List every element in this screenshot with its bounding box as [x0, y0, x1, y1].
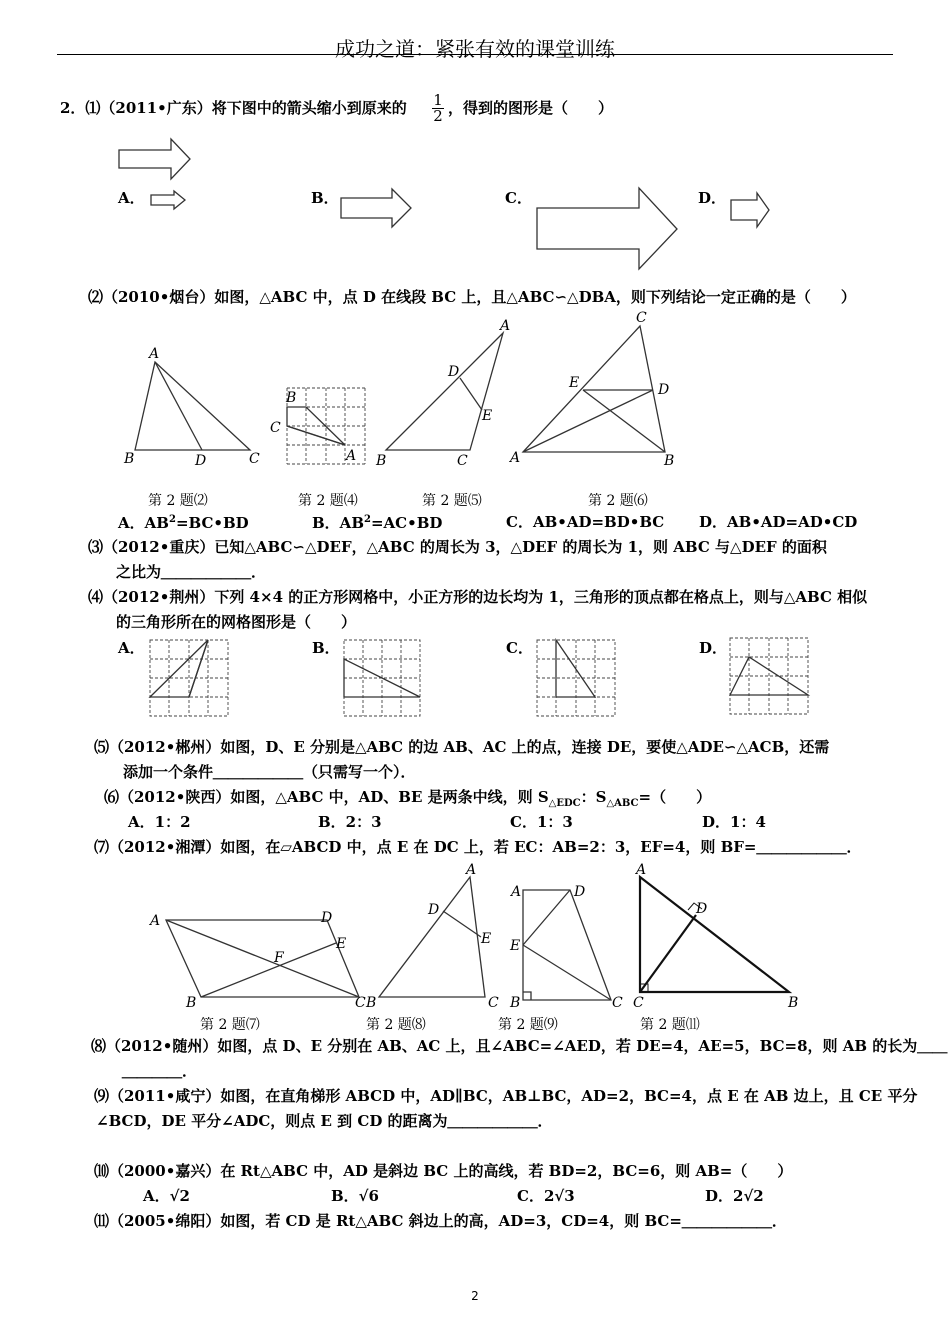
- fig27-label-f: F: [274, 950, 284, 966]
- fig22-label-a: A: [149, 346, 160, 362]
- caption-fig-2-5: 第 2 题⑸: [422, 493, 482, 509]
- q2-10-option-c: C．2√3: [517, 1187, 575, 1205]
- fig27-label-c: C: [355, 995, 366, 1011]
- fig29-label-c: C: [612, 995, 623, 1011]
- q2-10-option-a: A．√2: [143, 1187, 190, 1205]
- fig27-label-e: E: [336, 936, 347, 952]
- q2-6-option-b: B．2：3: [318, 813, 382, 831]
- fig25-label-c: C: [457, 453, 468, 469]
- fig28-label-d: D: [428, 902, 440, 918]
- caption-fig-2-4: 第 2 题⑷: [298, 493, 358, 509]
- figure-2-6: [523, 326, 665, 452]
- fig24-label-a: A: [346, 448, 357, 464]
- q2-10-option-d: D．2√2: [705, 1187, 764, 1205]
- arrow-option-a-figure: [151, 191, 185, 209]
- arrow-option-c-figure: [537, 188, 677, 269]
- fig29-label-e: E: [510, 938, 521, 954]
- caption-fig-2-7: 第 2 题⑺: [200, 1017, 260, 1033]
- q2-4-option-d: D．: [699, 639, 728, 657]
- q2-10-stem: ⑽（2000•嘉兴）在 Rt△ABC 中，AD 是斜边 BC 上的高线，若 BD=2，BC=6，则 AB=（ ）: [94, 1162, 793, 1180]
- arrow-original-figure: [119, 139, 190, 179]
- fig26-label-b: B: [664, 453, 675, 469]
- fig29-label-d: D: [574, 884, 586, 900]
- q2-10-option-b: B．√6: [331, 1187, 379, 1205]
- page-header-title: 成功之道：紧张有效的课堂训练: [335, 37, 615, 61]
- q2-1-option-a: A．: [118, 189, 145, 207]
- figure-2-8: [379, 877, 485, 997]
- q2-2-option-d: D．AB•AD=AD•CD: [699, 513, 858, 531]
- figure-2-9: [523, 890, 611, 1000]
- figure-2-11: [640, 877, 789, 992]
- fig211-label-d: D: [696, 901, 708, 917]
- q2-7-stem: ⑺（2012•湘潭）如图，在▱ABCD 中，点 E 在 DC 上，若 EC：AB=2：3，EF=4，则 BF=＿＿＿＿＿＿．: [94, 838, 862, 856]
- fig27-label-a: A: [150, 913, 161, 929]
- q2-1-option-b: B．: [311, 189, 339, 207]
- q2-1-option-d: D．: [698, 189, 727, 207]
- q2-5-line1: ⑸（2012•郴州）如图，D、E 分别是△ABC 的边 AB、AC 上的点，连接 DE，要使△ADE∽△ACB，还需: [94, 738, 830, 756]
- q2-4-option-a-triangle: [150, 640, 208, 697]
- q2-6-option-c: C．1：3: [510, 813, 573, 831]
- fraction-one-half: $\frac{1}{2}$: [433, 91, 443, 125]
- caption-fig-2-8: 第 2 题⑻: [366, 1017, 426, 1033]
- q2-3-line2: 之比为＿＿＿＿＿＿．: [116, 563, 267, 581]
- q2-11-stem: ⑾（2005•绵阳）如图，若 CD 是 Rt△ABC 斜边上的高，AD=3，CD=4，则 BC=＿＿＿＿＿＿．: [94, 1212, 787, 1230]
- q2-4-option-c: C．: [506, 639, 533, 657]
- q2-3-line1: ⑶（2012•重庆）已知△ABC∽△DEF，△ABC 的周长为 3，△DEF 的周长为 1，则 ABC 与△DEF 的面积: [88, 538, 827, 556]
- fig29-label-b: B: [510, 995, 521, 1011]
- fig28-label-b: B: [366, 995, 377, 1011]
- q2-2-option-a: A．$AB^2=BC•BD$: [118, 514, 249, 532]
- q2-9-line1: ⑼（2011•咸宁）如图，在直角梯形 ABCD 中，AD∥BC，AB⊥BC，AD=2，BC=4，点 E 在 AB 边上，且 CE 平分: [94, 1087, 918, 1105]
- q2-2-option-c: C．AB•AD=BD•BC: [506, 513, 665, 531]
- fig28-label-a: A: [466, 862, 477, 878]
- fig27-label-b: B: [186, 995, 197, 1011]
- q2-5-line2: 添加一个条件＿＿＿＿＿＿（只需写一个）．: [123, 763, 416, 781]
- fig211-label-c: C: [633, 995, 644, 1011]
- figure-2-7: [166, 920, 359, 997]
- fig25-label-d: D: [448, 364, 460, 380]
- fig25-label-b: B: [376, 453, 387, 469]
- arrow-option-b-figure: [341, 189, 411, 227]
- fig22-label-c: C: [249, 451, 260, 467]
- q2-6-stem: ⑹（2012•陕西）如图，△ABC 中，AD、BE 是两条中线，则 $S_{\triangle EDC}$：$S_{\triangle ABC}=$（ ）: [104, 788, 712, 809]
- q2-2-stem: ⑵（2010•烟台）如图，△ABC 中，点 D 在线段 BC 上，且△ABC∽△DBA，则下列结论一定正确的是（ ）: [88, 288, 856, 306]
- q2-6-option-a: A．1：2: [128, 813, 191, 831]
- q2-6-option-d: D．1：4: [702, 813, 766, 831]
- caption-fig-2-6: 第 2 题⑹: [588, 493, 648, 509]
- fig26-label-c: C: [636, 310, 647, 326]
- fig22-label-b: B: [124, 451, 135, 467]
- q2-4-line1: ⑷（2012•荆州）下列 4×4 的正方形网格中，小正方形的边长均为 1，三角形的顶点都在格点上，则与△ABC 相似: [88, 588, 868, 606]
- q2-1-stem: 2．⑴（2011•广东）将下图中的箭头缩小到原来的: [60, 99, 407, 117]
- caption-fig-2-11: 第 2 题⑾: [640, 1017, 700, 1033]
- fig28-label-e: E: [481, 931, 492, 947]
- q2-4-option-a: A．: [118, 639, 145, 657]
- fig25-label-a: A: [500, 318, 511, 334]
- q2-4-option-c-triangle: [556, 640, 595, 697]
- fig22-label-d: D: [195, 453, 207, 469]
- q2-8-line2: ＿＿＿＿．: [122, 1062, 198, 1080]
- q2-4-option-b: B．: [312, 639, 340, 657]
- fig25-label-e: E: [482, 408, 493, 424]
- q2-4-line2: 的三角形所在的网格图形是（ ）: [116, 613, 357, 631]
- q2-8-line1: ⑻（2012•随州）如图，点 D、E 分别在 AB、AC 上，且∠ABC=∠AED，若 DE=4，AE=5，BC=8，则 AB 的长为＿＿: [91, 1037, 948, 1055]
- q2-2-option-b: B．$AB^2=AC•BD$: [312, 514, 443, 532]
- figure-2-5: [386, 333, 503, 450]
- fig26-label-d: D: [658, 382, 670, 398]
- fig28-label-c: C: [488, 995, 499, 1011]
- fig26-label-a: A: [510, 450, 521, 466]
- caption-fig-2-2: 第 2 题⑵: [148, 493, 208, 509]
- q2-1-stem-tail: ，得到的图形是（ ）: [448, 99, 614, 117]
- fig211-label-b: B: [788, 995, 799, 1011]
- fig26-label-e: E: [569, 375, 580, 391]
- fig27-label-d: D: [321, 910, 333, 926]
- fig29-label-a: A: [511, 884, 522, 900]
- q2-1-option-c: C．: [505, 189, 532, 207]
- q2-9-line2: ∠BCD，DE 平分∠ADC，则点 E 到 CD 的距离为＿＿＿＿＿＿．: [96, 1112, 553, 1130]
- page-number: 2: [471, 1289, 479, 1303]
- fig24-label-b: B: [286, 390, 297, 406]
- figure-2-2: [135, 362, 250, 450]
- caption-fig-2-9: 第 2 题⑼: [498, 1017, 558, 1033]
- fig24-label-c: C: [270, 420, 281, 436]
- arrow-option-d-figure: [731, 193, 769, 227]
- fig211-label-a: A: [636, 862, 647, 878]
